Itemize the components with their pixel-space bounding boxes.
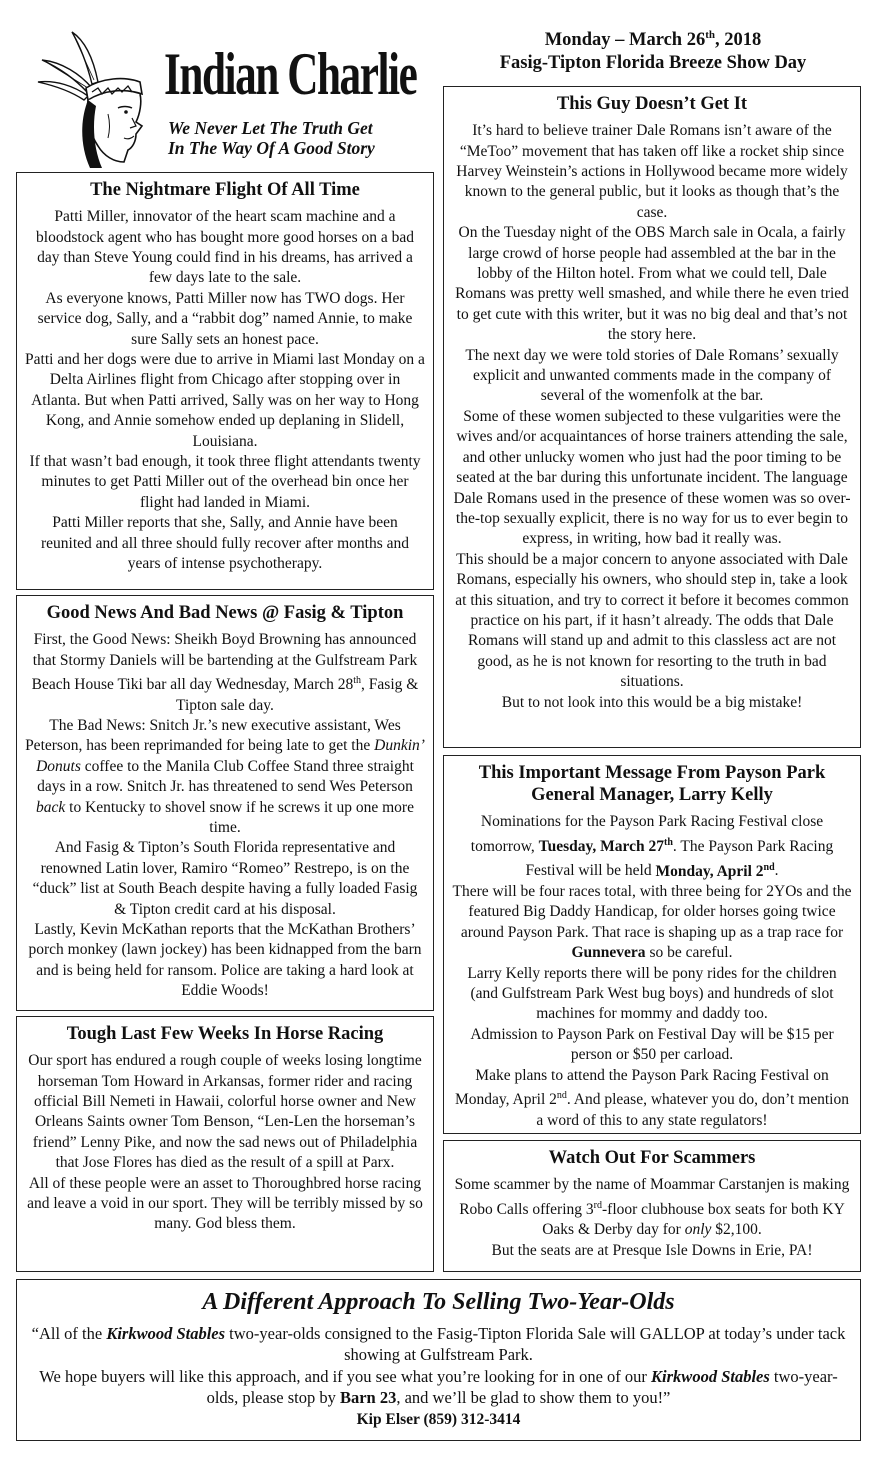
article-title: Good News And Bad News @ Fasig & Tipton — [46, 603, 404, 623]
article-title: Tough Last Few Weeks In Horse Racing — [66, 1024, 384, 1044]
paragraph: We hope buyers will like this approach, and if you see what you’re looking for in one of our Kirkwood Stables two-year-olds, please stop by Barn 23, and we’ll be glad to show them to you!” — [39, 1366, 838, 1408]
masthead — [18, 14, 438, 164]
issue-date — [444, 24, 862, 75]
paragraph: Our sport has endured a rough couple of weeks losing longtime horseman Tom Howard in Arkansas, former rider and racing official Bill Nemeti in Hawaii, colorful horse owner and New Orleans Saints owner Tom Benson, “Len-Len the horseman’s friend” Lenny Pike, and now the sad news out of Philadelphia that Jose Flores has died as the result of a spill at Parx. — [28, 1052, 422, 1172]
advertisement-kirkwood-stables — [16, 1279, 861, 1441]
paragraph: The Bad News: Snitch Jr.’s new executive assistant, Wes Peterson, has been reprimanded for being late to get the Dunkin’ Donuts coffee to the Manila Club Coffee Stand three straight days in a row. Snitch Jr. has threatened to send Wes Peterson back to Kentucky to shovel snow if he screws it up one more time. — [25, 716, 425, 836]
article-title: Watch Out For Scammers — [548, 1148, 756, 1168]
paragraph: And Fasig & Tipton’s South Florida representative and renowned Latin lover, Ramiro “Romeo” Restrepo, is on the “duck” list at South Beach despite having a fully loaded Fasig & Tipton credit card at his disposal. — [32, 839, 418, 918]
slogan-line-1: We Never Let The Truth Get — [168, 118, 373, 138]
article-body — [25, 630, 425, 1001]
paragraph: All of these people were an asset to Thoroughbred horse racing and leave a void in our sport. They will be terribly missed by so many. God bless them. — [27, 1174, 423, 1233]
paragraph: First, the Good News: Sheikh Boyd Browning has announced that Stormy Daniels will be bartending at the Gulfstream Park Beach House Tiki bar all day Wednesday, March 28th, Fasig & Tipton sale day. — [31, 631, 419, 714]
article-body — [452, 121, 852, 713]
paragraph: Make plans to attend the Payson Park Racing Festival on Monday, April 2nd. And please, whatever you do, don’t mention a word of this to any state regulators! — [454, 1066, 849, 1129]
article-tough-weeks — [16, 1016, 434, 1272]
issue-date-line-1: Monday – March 26th, 2018 — [544, 29, 762, 51]
paragraph: Some scammer by the name of Moammar Carstanjen is making Robo Calls offering 3rd-floor clubhouse box seats for both KY Oaks & Derby day for only $2,100. — [454, 1176, 850, 1239]
paragraph: This should be a major concern to anyone associated with Dale Romans, especially his owners, who should step in, take a look at this situation, and try to correct it before it becomes common practice on his part, if it hasn’t already. The odds that Dale Romans will stand up and admit to this classless act are not good, as he is not known for resorting to the truth in bad situations. — [455, 550, 849, 691]
paragraph: It’s hard to believe trainer Dale Romans isn’t aware of the “MeToo” movement that has taken off like a rocket ship since Harvey Weinstein’s actions in Hollywood became more widely known to the general public, but it looks as though that’s the case. — [456, 122, 848, 221]
article-title: This Guy Doesn’t Get It — [556, 94, 748, 114]
article-title: The Nightmare Flight Of All Time — [90, 180, 360, 200]
paragraph: But to not look into this would be a big mistake! — [501, 693, 803, 711]
article-body — [25, 1051, 425, 1235]
paragraph: But the seats are at Presque Isle Downs in Erie, PA! — [491, 1241, 813, 1259]
article-scammers — [443, 1140, 861, 1272]
paragraph: If that wasn’t bad enough, it took three flight attendants twenty minutes to get Patti Miller out of the overhead bin once her flight had landed in Miami. — [29, 453, 421, 511]
masthead-slogan — [168, 118, 375, 158]
article-body — [452, 1175, 852, 1261]
paragraph: Larry Kelly reports there will be pony rides for the children (and Gulfstream Park West bug boys) and hundreds of slot machines for mommy and daddy too. — [467, 964, 837, 1023]
masthead-title: Indian Charlie — [164, 41, 417, 107]
paragraph: Patti and her dogs were due to arrive in Miami last Monday on a Delta Airlines flight from Chicago after stopping over in Atlanta. But when Patti arrived, Sally was on her way to Hong Kong, and Annie somehow ended up deplaning in Slidell, Louisiana. — [25, 351, 425, 450]
paragraph: Nominations for the Payson Park Racing Festival close tomorrow, Tuesday, March 27th. The Payson Park Racing Festival will be held Monday, April 2nd. — [470, 813, 834, 880]
paragraph: Some of these women subjected to these vulgarities were the wives and/or acquaintances of horse trainers attending the sale, and other unlucky women who just had the poor timing to be seated at the bar during this unfortunate incident. The language Dale Romans used in the presence of these women was so over-the-top sexually explicit, there is no way for us to ever begin to express, in writing, how bad it really was. — [453, 407, 851, 548]
article-payson-park — [443, 755, 861, 1134]
ad-title: A Different Approach To Selling Two-Year-Olds — [202, 1289, 675, 1315]
slogan-line-2: In The Way Of A Good Story — [168, 138, 375, 158]
issue-date-line-2: Fasig-Tipton Florida Breeze Show Day — [499, 53, 807, 74]
indian-chief-head-icon — [32, 22, 172, 170]
ad-signature: Kip Elser (859) 312-3414 — [356, 1410, 521, 1428]
article-body — [452, 812, 852, 1131]
paragraph: Patti Miller, innovator of the heart scam machine and a bloodstock agent who has bought more good horses on a bad day than Steve Young could find in his dreams, has arrived a few days late to the sale. — [36, 208, 414, 287]
paragraph: As everyone knows, Patti Miller now has TWO dogs. Her service dog, Sally, and a “rabbit dog” named Annie, to make sure Sally sets an honest pace. — [37, 289, 413, 348]
paragraph: The next day we were told stories of Dale Romans’ sexually explicit and unwanted comments made in the company of several of the womenfolk at the bar. — [465, 346, 839, 405]
article-nightmare-flight — [16, 172, 434, 590]
article-title — [452, 762, 852, 806]
paragraph: On the Tuesday night of the OBS March sale in Ocala, a fairly large crowd of horse people had assembled at the bar in the lobby of the Hilton hotel. From what we could tell, Dale Romans was pretty well smashed, and while there he even tried to get cute with this writer, but it was no big deal and that’s not the story here. — [455, 224, 849, 344]
article-good-bad-news — [16, 595, 434, 1011]
paragraph: Patti Miller reports that she, Sally, and Annie have been reunited and all three should fully recover after months and years of intense psychotherapy. — [41, 514, 409, 573]
ad-body — [25, 1323, 852, 1431]
article-this-guy — [443, 86, 861, 748]
paragraph: Lastly, Kevin McKathan reports that the McKathan Brothers’ porch monkey (lawn jockey) has been kidnapped from the barn and is being held for ransom. Police are taking a hard look at Eddie Woods! — [28, 921, 422, 1000]
paragraph: There will be four races total, with three being for 2YOs and the featured Big Daddy Handicap, for older horses going twice around Payson Park. That race is shaping up as a trap race for Gunnevera so be careful. — [452, 882, 852, 962]
article-title-line-1: This Important Message From Payson Park — [478, 763, 826, 783]
article-title-line-2: General Manager, Larry Kelly — [531, 785, 773, 806]
paragraph: Admission to Payson Park on Festival Day will be $15 per person or $50 per carload. — [470, 1025, 834, 1064]
paragraph: “All of the Kirkwood Stables two-year-olds consigned to the Fasig-Tipton Florida Sale will GALLOP at today’s under tack showing at Gulfstream Park. — [31, 1323, 846, 1365]
article-body — [25, 207, 425, 574]
